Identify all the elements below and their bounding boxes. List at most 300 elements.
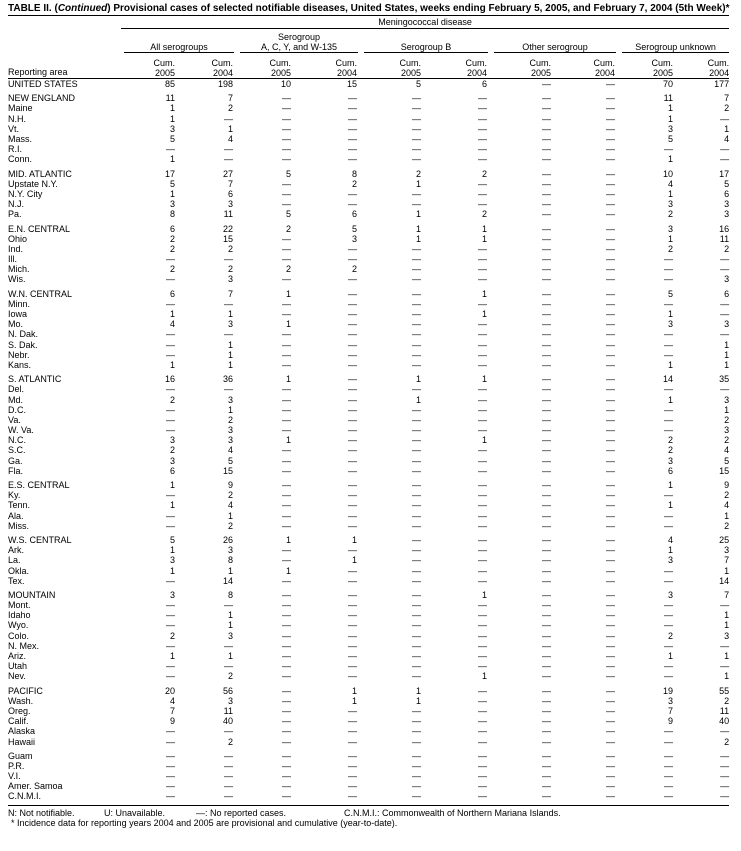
value-cell: — [664,791,673,802]
value-cell: — [282,750,291,761]
value-cell: — [542,545,551,556]
table-row [8,223,729,233]
table-row [8,405,729,415]
value-cell: — [478,349,487,360]
value-cell: — [166,520,175,531]
value-cell: — [412,736,421,747]
value-cell: — [542,93,551,104]
value-cell: — [348,671,357,682]
value-cell: 1 [667,359,673,370]
reporting-area-cell: Hawaii [8,736,36,747]
reporting-area-cell: Amer. Samoa [8,781,63,792]
table-row [8,511,729,521]
value-cell: — [282,384,291,395]
value-cell: — [664,339,673,350]
value-cell: — [224,760,233,771]
value-cell: — [166,760,175,771]
value-cell: 2 [724,520,730,531]
value-cell: 1 [227,651,233,662]
value-cell: 3 [227,319,233,330]
value-cell: — [282,480,291,491]
value-cell: — [542,736,551,747]
value-cell: 9 [169,716,175,727]
table-row [8,521,729,531]
value-cell: 1 [667,651,673,662]
reporting-area-cell: Md. [8,394,24,405]
table-row [8,466,729,476]
value-cell: — [348,545,357,556]
value-cell: 7 [169,705,175,716]
value-cell: — [412,600,421,611]
value-cell: — [606,760,615,771]
value-cell: — [542,534,551,545]
value-cell: — [542,199,551,210]
value-cell: — [606,750,615,761]
value-cell: — [478,610,487,621]
value-cell: 3 [169,555,175,566]
value-cell: 1 [169,359,175,370]
value-cell: — [606,435,615,446]
table-row [8,169,729,179]
value-cell: 7 [227,288,233,299]
value-cell: — [720,113,730,124]
value-cell: — [348,123,357,134]
value-cell: 1 [667,103,673,114]
table-row [8,610,729,620]
reporting-area-cell: R.I. [8,144,23,155]
value-cell: 1 [351,685,357,696]
value-cell: — [224,154,233,165]
value-cell: — [282,695,291,706]
value-cell: 15 [719,465,730,476]
value-cell: — [412,123,421,134]
value-cell: 1 [227,510,233,521]
value-cell: — [542,575,551,586]
value-cell: — [412,309,421,320]
value-cell: 1 [351,534,357,545]
value-cell: — [412,620,421,631]
value-cell: — [412,565,421,576]
table-row [8,319,729,329]
reporting-area-cell: Mo. [8,319,24,330]
value-cell: — [478,500,487,511]
value-cell: 5 [227,455,233,466]
value-cell: 17 [164,168,175,179]
value-cell: — [664,349,673,360]
value-cell: — [166,144,175,155]
value-cell: — [606,575,615,586]
reporting-area-cell: W.S. CENTRAL [8,534,72,545]
value-cell: — [348,113,357,124]
value-cell: 19 [662,685,673,696]
value-cell: — [720,726,730,737]
value-cell: — [606,209,615,220]
table-row [8,771,729,781]
table-row [8,791,729,801]
value-cell: — [282,736,291,747]
value-cell: — [664,661,673,672]
value-cell: — [720,600,730,611]
value-cell: — [542,254,551,265]
value-cell: 3 [724,545,730,556]
value-cell: 2 [724,695,730,706]
value-cell: 14 [719,575,730,586]
value-cell: 1 [285,319,291,330]
value-cell: 11 [165,93,175,104]
value-cell: — [542,695,551,706]
value-cell: 3 [667,455,673,466]
value-cell: — [412,671,421,682]
table-row [8,394,729,404]
value-cell: — [282,123,291,134]
value-cell: 8 [227,555,233,566]
value-cell: — [166,329,175,340]
group-serogroup-unknown: Serogroup unknown [622,42,729,53]
value-cell: — [166,349,175,360]
value-cell: — [720,771,730,782]
value-cell: 1 [227,339,233,350]
table-row [8,199,729,209]
value-cell: 2 [227,414,233,425]
value-cell: — [542,726,551,737]
value-cell: — [478,640,487,651]
value-cell: — [606,103,615,114]
value-cell: — [478,555,487,566]
value-cell: — [412,750,421,761]
value-cell: — [542,671,551,682]
value-cell: — [542,123,551,134]
footnote-u: U: Unavailable. [104,807,166,818]
value-cell: — [542,144,551,155]
value-cell: 3 [724,425,730,436]
value-cell: — [542,349,551,360]
value-cell: — [478,600,487,611]
value-cell: — [478,144,487,155]
reporting-area-cell: Fla. [8,465,24,476]
value-cell: — [606,199,615,210]
value-cell: 2 [169,445,175,456]
value-cell: — [478,705,487,716]
value-cell: — [348,500,357,511]
value-cell: — [606,480,615,491]
value-cell: — [542,414,551,425]
value-cell: — [166,671,175,682]
value-cell: — [412,435,421,446]
value-cell: — [282,154,291,165]
value-cell: — [478,243,487,254]
value-cell: 2 [724,414,730,425]
value-cell: — [282,359,291,370]
value-cell: — [348,319,357,330]
footnote-cnmi: C.N.M.I.: Commonwealth of Northern Mariana Islands. [344,807,561,818]
value-cell: — [348,726,357,737]
value-cell: — [542,620,551,631]
value-cell: — [348,144,357,155]
value-cell: 2 [227,103,233,114]
value-cell: — [282,555,291,566]
value-cell: 1 [285,565,291,576]
value-cell: — [606,339,615,350]
value-cell: — [664,781,673,792]
reporting-area-cell: UNITED STATES [8,79,78,90]
col-cum-2004: Cum. 2004 [211,58,233,78]
value-cell: — [478,394,487,405]
value-cell: — [348,298,357,309]
value-cell: 1 [415,178,421,189]
value-cell: — [542,339,551,350]
value-cell: — [224,113,233,124]
value-cell: — [478,575,487,586]
value-cell: 1 [667,154,673,165]
value-cell: — [606,309,615,320]
value-cell: 3 [667,199,673,210]
value-cell: 1 [227,565,233,576]
value-cell: — [282,705,291,716]
value-cell: 1 [724,671,730,682]
value-cell: — [542,243,551,254]
value-cell: 1 [481,435,487,446]
value-cell: 1 [415,223,421,234]
value-cell: — [282,620,291,631]
value-cell: 1 [285,534,291,545]
value-cell: — [412,705,421,716]
value-cell: — [282,349,291,360]
value-cell: 1 [169,545,175,556]
value-cell: — [606,610,615,621]
value-cell: 2 [285,223,291,234]
value-cell: 2 [351,264,357,275]
value-cell: — [606,288,615,299]
reporting-area-cell: Ind. [8,243,24,254]
value-cell: 5 [169,178,175,189]
reporting-area-cell: Calif. [8,716,29,727]
value-cell: — [542,435,551,446]
value-cell: 40 [719,716,730,727]
reporting-area-cell: C.N.M.I. [8,791,41,802]
table-title: TABLE II. (Continued) Provisional cases of selected notifiable diseases, United States, weeks ending February 5, 2005, and February 7, 2004 (5th Week)* [8,3,730,14]
value-cell: — [412,404,421,415]
value-cell: 3 [724,394,730,405]
table-row [8,716,729,726]
value-cell: — [282,500,291,511]
value-cell: — [606,726,615,737]
value-cell: — [282,640,291,651]
table-row [8,600,729,610]
value-cell: 1 [724,349,730,360]
value-cell: — [542,555,551,566]
value-cell: — [542,298,551,309]
value-cell: — [664,510,673,521]
value-cell: 1 [169,651,175,662]
table-row [8,209,729,219]
value-cell: 2 [724,243,730,254]
value-cell: — [478,134,487,145]
value-cell: 5 [667,134,673,145]
table-row [8,751,729,761]
value-cell: — [606,651,615,662]
value-cell: 1 [169,309,175,320]
reporting-area-cell: Ark. [8,545,25,556]
value-cell: 16 [164,374,175,385]
value-cell: — [606,223,615,234]
value-cell: — [664,600,673,611]
reporting-area-cell: Va. [8,414,21,425]
value-cell: 3 [227,274,233,285]
data-table [8,15,729,802]
value-cell: 4 [169,695,175,706]
value-cell: 1 [667,113,673,124]
value-cell: — [542,610,551,621]
value-cell: — [664,610,673,621]
value-cell: 36 [222,374,233,385]
value-cell: — [606,791,615,802]
value-cell: 1 [481,288,487,299]
value-cell: — [412,716,421,727]
value-cell: — [542,113,551,124]
value-cell: — [282,589,291,600]
value-cell: — [664,736,673,747]
table-row [8,189,729,199]
value-cell: — [282,188,291,199]
value-cell: — [282,726,291,737]
value-cell: — [664,620,673,631]
value-cell: 17 [719,168,730,179]
value-cell: — [348,575,357,586]
value-cell: 1 [285,374,291,385]
value-cell: 3 [227,435,233,446]
table-row [8,641,729,651]
value-cell: — [412,188,421,199]
value-cell: — [542,425,551,436]
value-cell: — [478,736,487,747]
table-row [8,435,729,445]
value-cell: — [412,93,421,104]
table-row [8,661,729,671]
value-cell: — [224,329,233,340]
table-row [8,244,729,254]
value-cell: 1 [724,123,730,134]
value-cell: — [478,490,487,501]
value-cell: — [348,750,357,761]
value-cell: — [348,309,357,320]
value-cell: 5 [285,209,291,220]
value-cell: — [542,359,551,370]
value-cell: — [664,671,673,682]
value-cell: — [166,620,175,631]
reporting-area-cell: Maine [8,103,33,114]
value-cell: — [606,465,615,476]
group-all-serogroups: All serogroups [124,42,234,53]
value-cell: — [664,726,673,737]
value-cell: 11 [223,209,233,220]
value-cell: 4 [724,445,730,456]
reporting-area-cell: P.R. [8,760,25,771]
value-cell: — [478,445,487,456]
value-cell: 1 [667,480,673,491]
value-cell: — [412,288,421,299]
value-cell: — [412,425,421,436]
value-cell: 3 [227,630,233,641]
value-cell: — [348,188,357,199]
value-cell: — [166,781,175,792]
value-cell: — [720,309,730,320]
value-cell: 1 [169,113,175,124]
value-cell: 1 [415,374,421,385]
value-cell: 3 [351,233,357,244]
value-cell: — [412,726,421,737]
value-cell: 1 [415,685,421,696]
value-cell: — [478,480,487,491]
value-cell: 2 [724,435,730,446]
table-row [8,576,729,586]
value-cell: 1 [724,610,730,621]
value-cell: 4 [724,134,730,145]
value-cell: 1 [667,309,673,320]
table-row [8,274,729,284]
value-cell: — [348,620,357,631]
reporting-area-cell: MOUNTAIN [8,589,56,600]
reporting-area-cell: Minn. [8,298,31,309]
value-cell: — [282,651,291,662]
value-cell: — [348,781,357,792]
value-cell: — [606,243,615,254]
value-cell: — [348,600,357,611]
value-cell: 5 [415,79,421,90]
value-cell: 2 [481,209,487,220]
reporting-area-cell: Wash. [8,695,34,706]
table-row [8,620,729,630]
value-cell: — [412,243,421,254]
value-cell: — [282,199,291,210]
value-cell: 1 [481,671,487,682]
value-cell: — [606,695,615,706]
value-cell: — [166,610,175,621]
value-cell: — [348,199,357,210]
col-cum-2005: Cum. 2005 [399,58,421,78]
reporting-area-cell: E.N. CENTRAL [8,223,71,234]
value-cell: — [412,113,421,124]
value-cell: — [542,209,551,220]
value-cell: 1 [227,620,233,631]
table-row [8,374,729,384]
value-cell: — [606,404,615,415]
value-cell: — [542,760,551,771]
value-cell: — [542,288,551,299]
value-cell: 3 [227,695,233,706]
value-cell: — [478,510,487,521]
value-cell: — [478,154,487,165]
value-cell: — [664,771,673,782]
value-cell: 1 [724,404,730,415]
reporting-area-cell: Ill. [8,254,17,265]
value-cell: 15 [222,465,233,476]
value-cell: — [478,651,487,662]
value-cell: 1 [481,309,487,320]
value-cell: — [664,750,673,761]
table-row [8,500,729,510]
value-cell: — [664,144,673,155]
value-cell: — [282,781,291,792]
value-cell: 11 [663,93,673,104]
value-cell: — [282,445,291,456]
value-cell: — [478,750,487,761]
value-cell: — [282,113,291,124]
value-cell: 2 [227,736,233,747]
value-cell: — [478,199,487,210]
value-cell: — [542,600,551,611]
value-cell: 1 [351,555,357,566]
column-header-row [8,53,729,79]
